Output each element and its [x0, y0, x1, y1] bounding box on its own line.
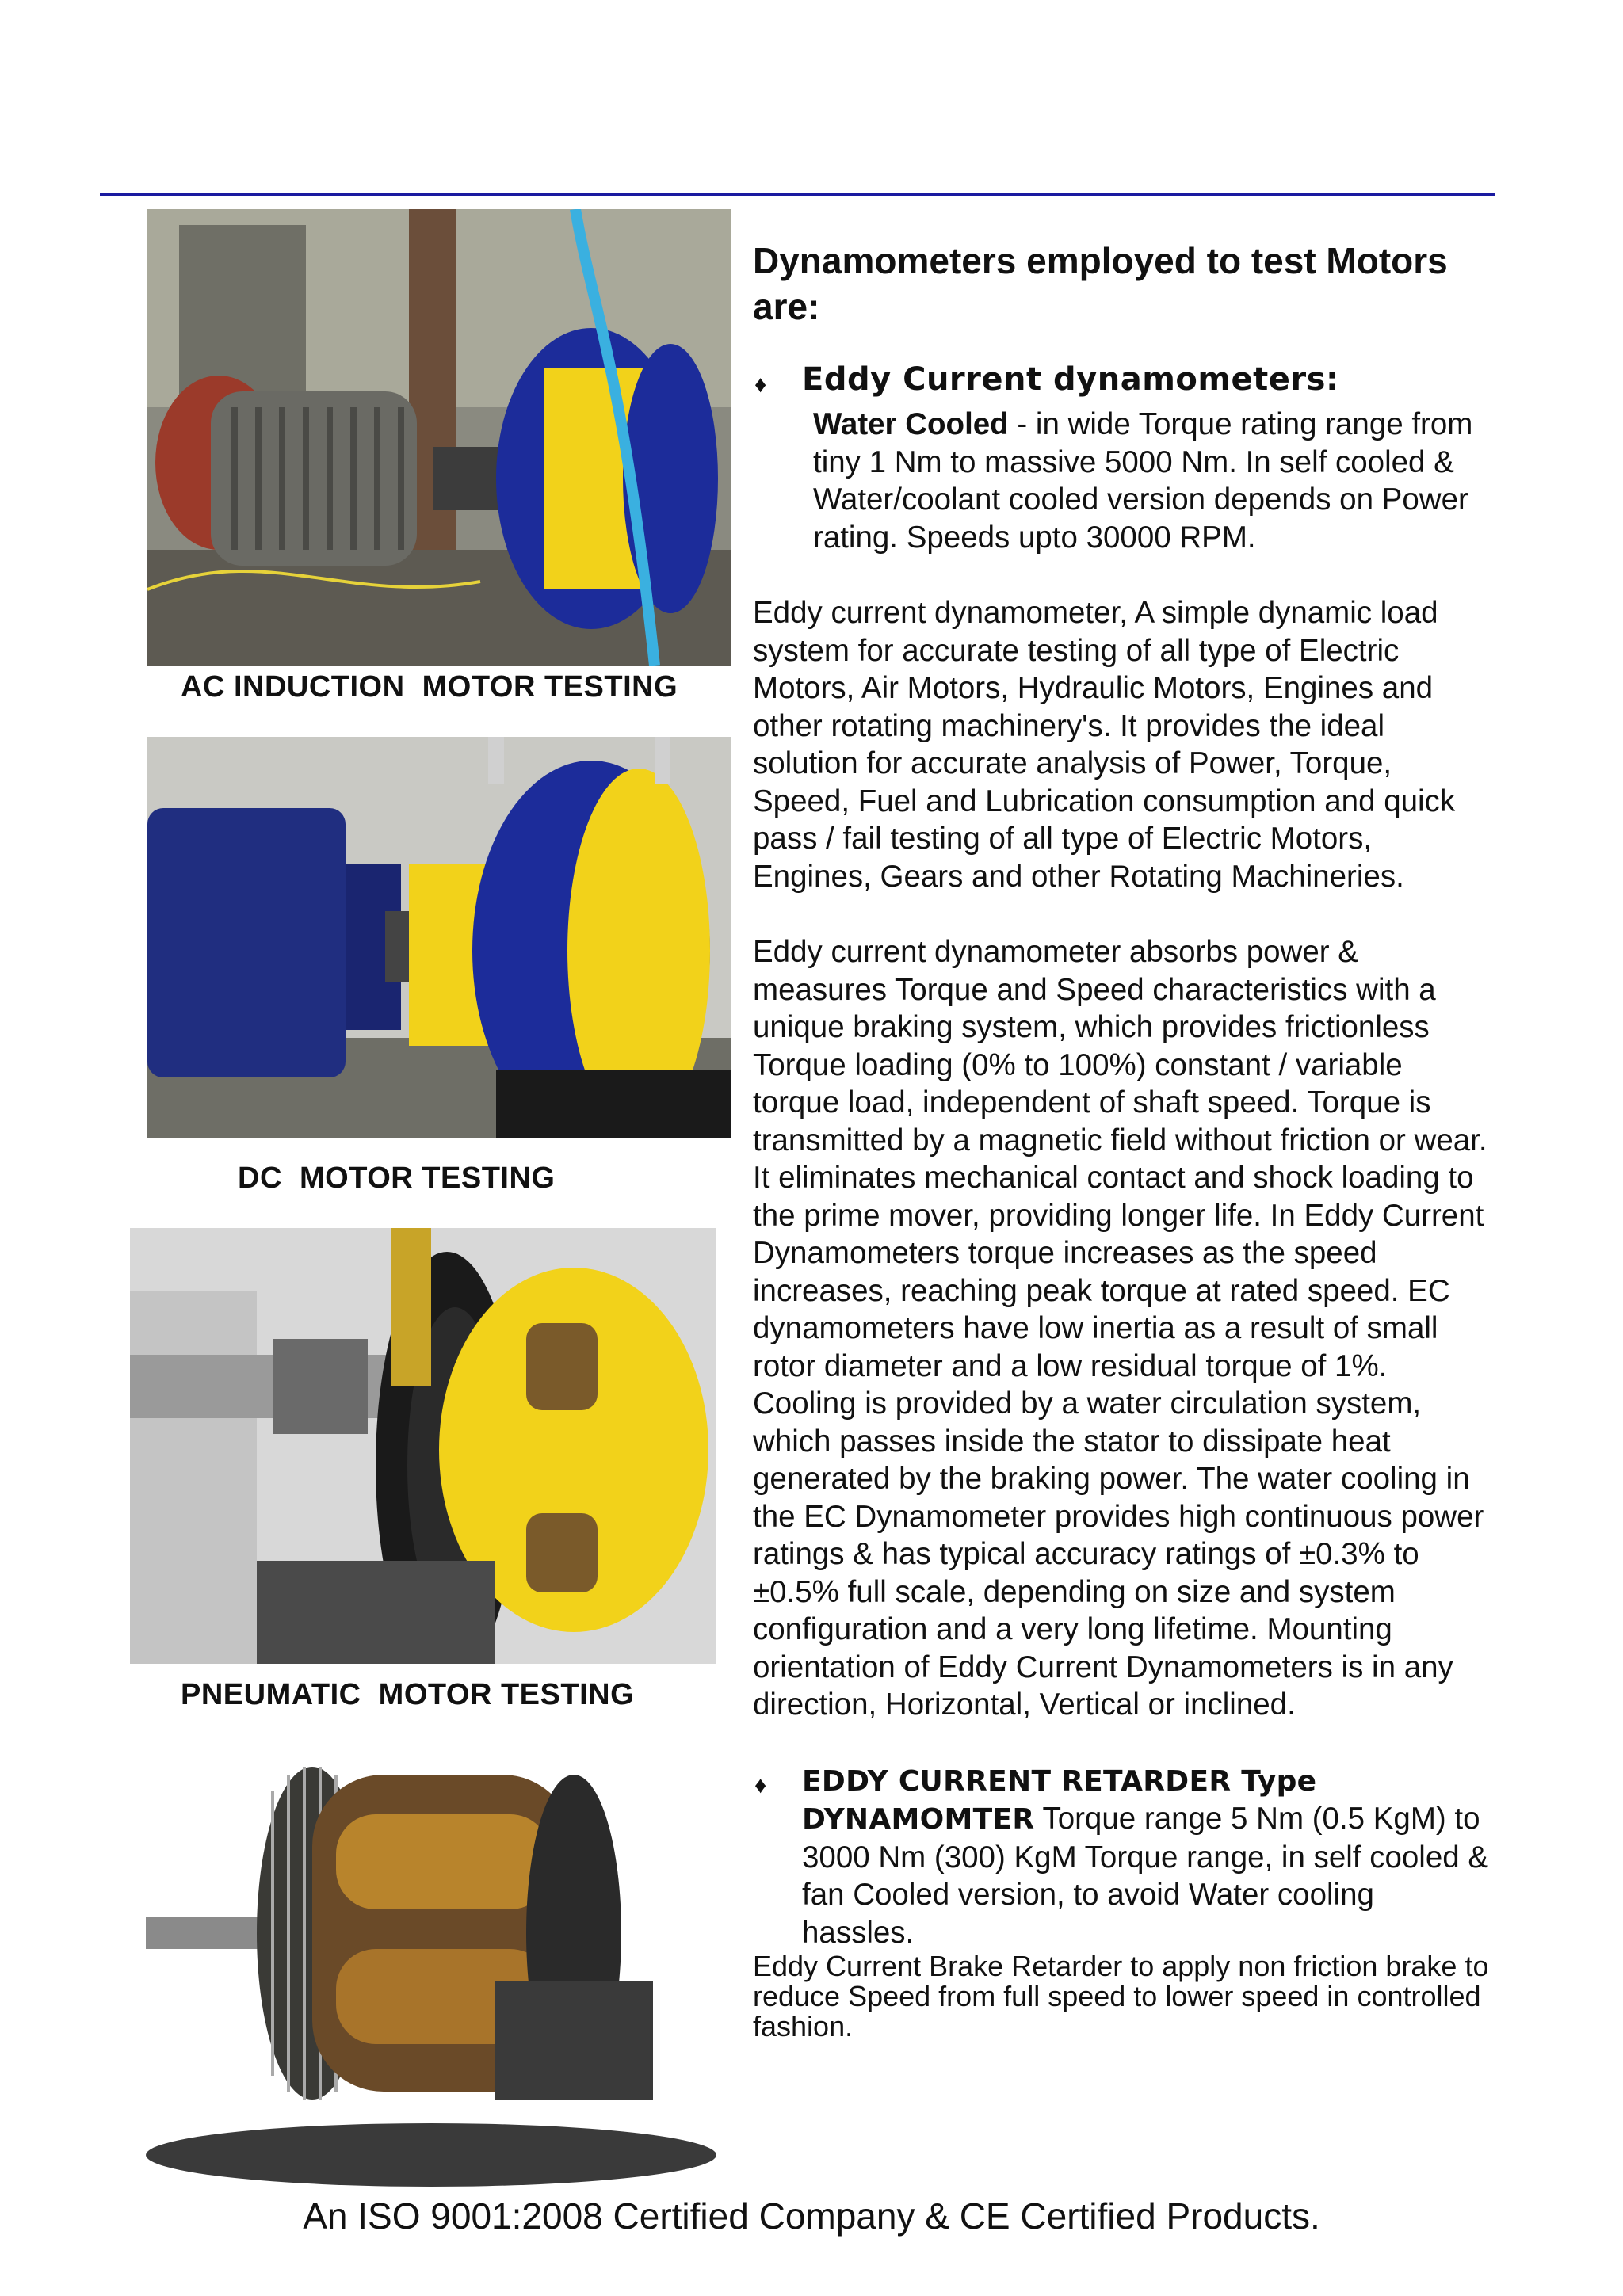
- pneumatic-caption: PNEUMATIC MOTOR TESTING: [181, 1678, 635, 1711]
- main-text-column: [753, 238, 1490, 2042]
- eddy-current-bullet: [753, 361, 1490, 409]
- header-rule: [100, 193, 1495, 196]
- section-heading: Dynamometers employed to test Motors are:: [753, 240, 1448, 327]
- paragraph-2: Eddy current dynamometer absorbs power & measures Torque and Speed characteristics with a unique braking system, which provides frictionless Torque loading (0% to 100%) constant / variable torque load, independent of shaft speed. Torque is transmitted by a magnetic field without friction or wear. It eliminates mechanical contact and shock loading to the prime mover, providing longer life. In Eddy Current Dynamometers torque increases as the speed increases, reaching peak torque at rated speed. EC dynamometers have low inertia as a result of small rotor diameter and a low residual torque of 1%.: [753, 935, 1487, 1383]
- retarder-text: Torque range 5 Nm (0.5 KgM) to 3000 Nm (300) KgM Torque range, in self cooled & fan Cooled version, to avoid Water cooling hassles.: [802, 1802, 1489, 1950]
- eddy-current-title: Eddy Current dynamometers:: [802, 361, 1339, 398]
- ac-motor-photo: [147, 209, 731, 666]
- diamond-bullet-icon: ♦: [754, 1772, 767, 1798]
- dc-motor-photo: [147, 737, 731, 1138]
- retarder-photo: [130, 1743, 716, 2187]
- paragraph-4: Eddy Current Brake Retarder to apply non friction brake to reduce Speed from full speed to lower speed in controlled fashion.: [753, 1950, 1489, 2042]
- pneumatic-motor-photo: [130, 1228, 716, 1664]
- diamond-bullet-icon: ♦: [754, 372, 767, 398]
- paragraph-3: Cooling is provided by a water circulation system, which passes inside the stator to dissipate heat generated by the braking power. The water cooling in the EC Dynamometer provides high continuous power ratings & has typical accuracy ratings of ±0.3% to ±0.5% full scale, depending on size and system configuration and a very long lifetime. Mounting orientation of Eddy Current Dynamometers is in any direction, Horizontal, Vertical or inclined.: [753, 1386, 1484, 1722]
- retarder-title: EDDY CURRENT RETARDER Type DYNAMOMTER: [802, 1764, 1317, 1836]
- eddy-current-description: [753, 406, 1490, 556]
- retarder-bullet: [753, 1762, 1490, 1952]
- paragraph-1: Eddy current dynamometer, A simple dynamic load system for accurate testing of all type of Electric Motors, Air Motors, Hydraulic Motors, Engines and other rotating machinery's. It provides the ideal solution for accurate analysis of Power, Torque, Speed, Fuel and Lubrication consumption and quick pass / fail testing of all type of Electric Motors, Engines, Gears and other Rotating Machineries.: [753, 596, 1456, 894]
- dc-caption: DC MOTOR TESTING: [238, 1161, 556, 1195]
- ac-caption: AC INDUCTION MOTOR TESTING: [181, 670, 678, 704]
- footer-certification: An ISO 9001:2008 Certified Company & CE Certified Products.: [303, 2195, 1320, 2237]
- water-cooled-label: Water Cooled: [813, 407, 1009, 441]
- eddy-current-text: - in wide Torque rating range from tiny 1 Nm to massive 5000 Nm. In self cooled & Water/coolant cooled version depends on Power rating. Speeds upto 30000 RPM.: [813, 407, 1473, 555]
